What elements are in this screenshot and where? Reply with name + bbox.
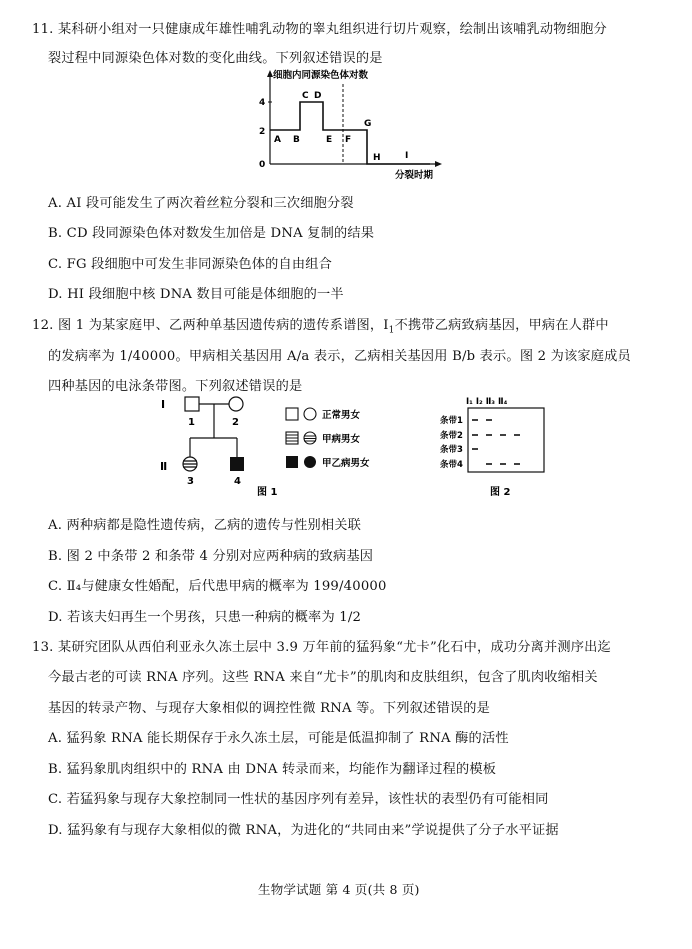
band-label-2: 条带2 (440, 431, 463, 441)
i1-number: 1 (188, 417, 195, 428)
q12-option-b[interactable]: B. 图 2 中条带 2 和条带 4 分别对应两种病的致病基因 (48, 549, 374, 564)
q11-option-b[interactable]: B. CD 段同源染色体对数发生加倍是 DNA 复制的结果 (48, 226, 375, 241)
q12-stem-line1-a: 12. 图 1 为某家庭甲、乙两种单基因遗传病的遗传系谱图，Ⅰ (32, 318, 389, 333)
seg-label-f: F (345, 135, 352, 145)
x-axis-title: 分裂时期 (395, 170, 434, 181)
q13-option-a[interactable]: A. 猛犸象 RNA 能长期保存于永久冻土层，可能是低温抑制了 RNA 酶的活性 (48, 731, 509, 746)
seg-label-e: E (326, 135, 333, 145)
page-footer: 生物学试题 第 4 页(共 8 页) (258, 882, 420, 897)
legend-normal-male (286, 408, 298, 420)
seg-label-c: C (302, 91, 309, 101)
figure2-caption: 图 2 (490, 487, 511, 498)
q11-chart (255, 68, 455, 183)
ii3-number: 3 (187, 476, 194, 487)
legend-ab-male (286, 456, 298, 468)
q11-stem-line1: 11. 某科研小组对一只健康成年雄性哺乳动物的睾丸组织进行切片观察，绘制出该哺乳动物细胞分 (32, 22, 607, 37)
i2-female-normal (229, 397, 243, 411)
legend-normal-label: 正常男女 (322, 410, 361, 421)
seg-label-d: D (314, 91, 322, 101)
q12-stem-line1-b: 不携带乙病致病基因，甲病在人群中 (394, 318, 609, 333)
generation-2-label: Ⅱ (160, 460, 168, 473)
q13-option-b[interactable]: B. 猛犸象肌肉组织中的 RNA 由 DNA 转录而来，均能作为翻译过程的模板 (48, 762, 497, 777)
x-axis-arrow (435, 161, 442, 167)
seg-label-b: B (293, 135, 300, 145)
q12-stem-line3: 四种基因的电泳条带图。下列叙述错误的是 (48, 379, 303, 394)
generation-1-label: I (161, 398, 166, 411)
legend-a-label: 甲病男女 (322, 434, 361, 445)
seg-label-g: G (364, 119, 372, 129)
q11-option-c[interactable]: C. FG 段细胞中可发生非同源染色体的自由组合 (48, 257, 333, 272)
seg-label-i: I (405, 151, 409, 161)
band-label-3: 条带3 (440, 445, 463, 455)
i2-number: 2 (232, 417, 239, 428)
fig2-header: I₁ I₂ Ⅱ₃ Ⅱ₄ (466, 397, 508, 407)
i1-male-normal (185, 397, 199, 411)
q11-stem-line2: 裂过程中同源染色体对数的变化曲线。下列叙述错误的是 (48, 51, 383, 66)
q12-stem-line2: 的发病率为 1/40000。甲病相关基因用 A/a 表示，乙病相关基因用 B/b 表示。图 2 为该家庭成员 (48, 349, 631, 364)
q13-stem-line1: 13. 某研究团队从西伯利亚永久冻土层中 3.9 万年前的猛犸象“尤卡”化石中，成功分离并测序出迄 (32, 640, 611, 655)
ytick-2: 2 (259, 127, 266, 137)
q12-stem-line1-sub: 1 (388, 325, 395, 336)
q13-option-c[interactable]: C. 若猛犸象与现存大象控制同一性状的基因序列有差异，该性状的表型仍有可能相同 (48, 792, 549, 807)
ytick-0: 0 (259, 160, 266, 170)
q11-option-d[interactable]: D. HI 段细胞中核 DNA 数目可能是体细胞的一半 (48, 287, 344, 302)
y-axis-title: 细胞内同源染色体对数 (273, 70, 369, 81)
q12-option-c[interactable]: C. Ⅱ₄与健康女性婚配，后代患甲病的概率为 199/40000 (48, 579, 387, 594)
q12-option-a[interactable]: A. 两种病都是隐性遗传病，乙病的遗传与性别相关联 (48, 518, 362, 533)
legend-ab-female (304, 456, 316, 468)
figure1-caption: 图 1 (257, 487, 278, 498)
q13-option-d[interactable]: D. 猛犸象有与现存大象相似的微 RNA，为进化的“共同由来”学说提供了分子水平证据 (48, 823, 559, 838)
band-label-1: 条带1 (440, 416, 463, 426)
q11-option-a[interactable]: A. AI 段可能发生了两次着丝粒分裂和三次细胞分裂 (48, 196, 354, 211)
ii4-number: 4 (234, 476, 241, 487)
q12-stem-line1 (32, 314, 609, 336)
seg-label-a: A (274, 135, 281, 145)
q13-stem-line3: 基因的转录产物、与现存大象相似的调控性微 RNA 等。下列叙述错误的是 (48, 701, 490, 716)
legend-normal-female (304, 408, 316, 420)
gel-frame (468, 408, 544, 472)
q13-stem-line2: 今最古老的可读 RNA 序列。这些 RNA 来自“尤卡”的肌肉和皮肤组织，包含了肌肉收缩相关 (48, 670, 598, 685)
legend-ab-label: 甲乙病男女 (322, 458, 370, 469)
q12-figure1-pedigree (158, 394, 408, 504)
q12-option-d[interactable]: D. 若该夫妇再生一个男孩，只患一种病的概率为 1/2 (48, 610, 362, 625)
q12-figure2-bands (440, 394, 550, 504)
ytick-4: 4 (259, 98, 266, 108)
seg-label-h: H (373, 153, 381, 163)
ii4-male-disease-ab (230, 457, 244, 471)
band-label-4: 条带4 (440, 460, 463, 470)
